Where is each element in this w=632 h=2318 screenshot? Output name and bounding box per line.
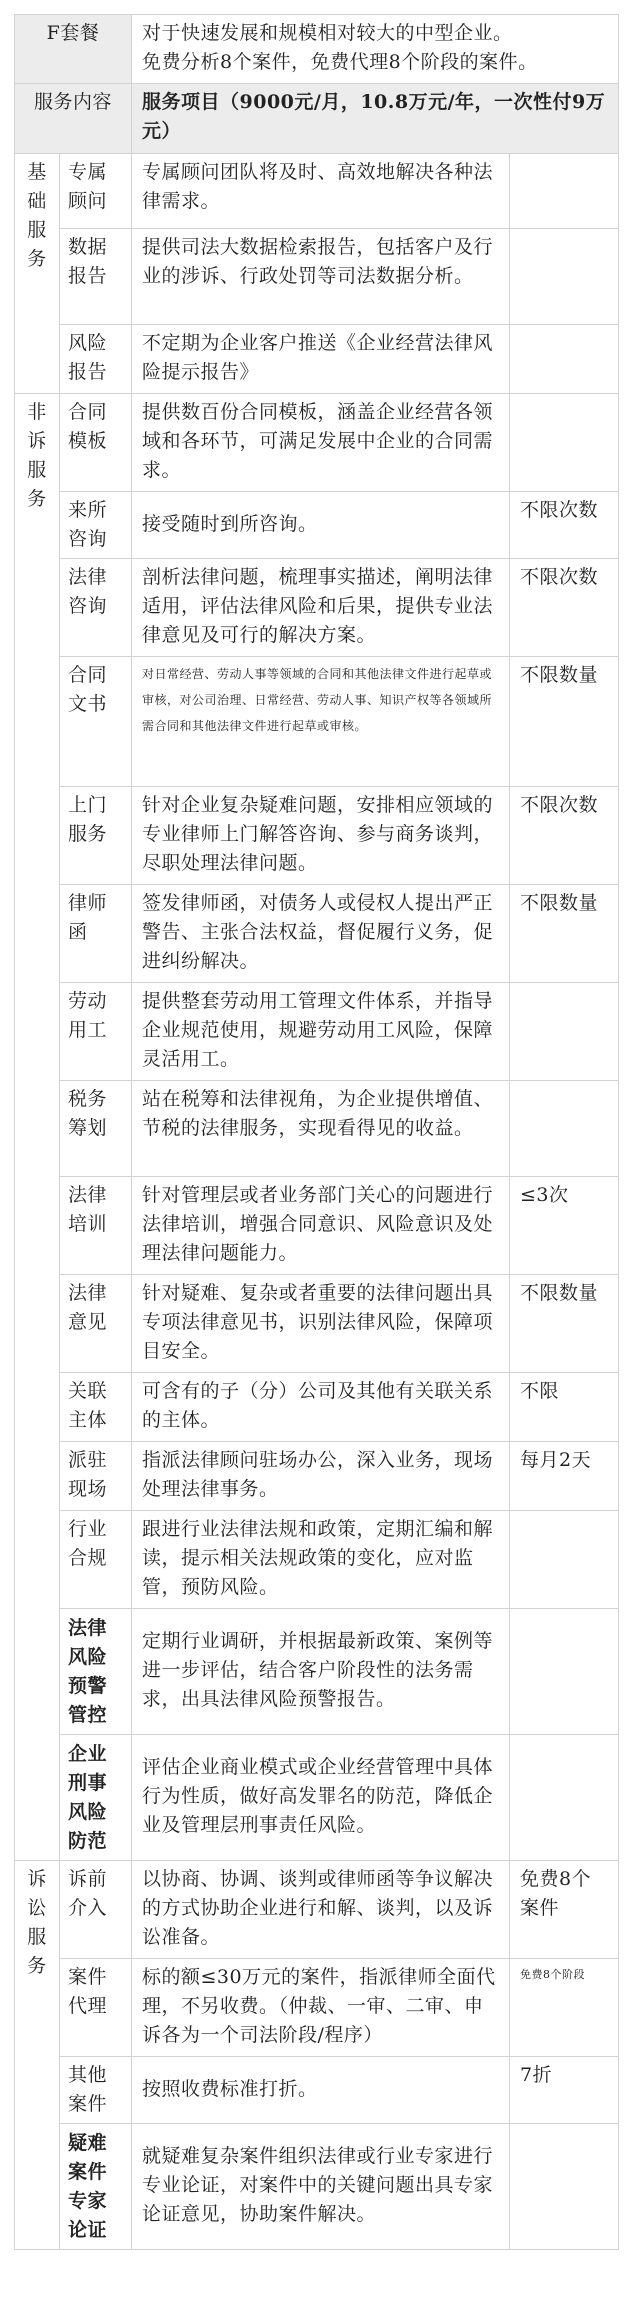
item-desc: 对日常经营、劳动人事等领域的合同和其他法律文件进行起草或审核，对公司治理、日常经营、劳动人事、知识产权等各领域所需合同和其他法律文件进行起草或审核。 bbox=[132, 657, 510, 787]
item-desc: 评估企业商业模式或企业经营管理中具体行为性质，做好高发罪名的防范，降低企业及管理层刑事责任风险。 bbox=[132, 1735, 510, 1861]
item-desc: 可含有的子（分）公司及其他有关联关系的主体。 bbox=[132, 1373, 510, 1442]
content-label: 服务内容 bbox=[15, 84, 132, 154]
table-row bbox=[15, 1275, 619, 1373]
table-row bbox=[15, 2124, 619, 2250]
item-limit bbox=[510, 1609, 619, 1735]
table-row bbox=[15, 394, 619, 492]
item-desc: 提供数百份合同模板，涵盖企业经营各领域和各环节，可满足发展中企业的合同需求。 bbox=[132, 394, 510, 492]
table-row bbox=[15, 1609, 619, 1735]
item-limit bbox=[510, 1735, 619, 1861]
item-desc: 专属顾问团队将及时、高效地解决各种法律需求。 bbox=[132, 154, 510, 229]
item-desc: 指派法律顾问驻场办公，深入业务，现场处理法律事务。 bbox=[132, 1442, 510, 1511]
item-name: 法律风险预警管控 bbox=[60, 1609, 132, 1735]
item-desc: 签发律师函，对债务人或侵权人提出严正警告、主张合法权益，督促履行义务，促进纠纷解决。 bbox=[132, 885, 510, 983]
item-limit bbox=[510, 1081, 619, 1177]
item-name: 合同模板 bbox=[60, 394, 132, 492]
item-desc: 针对管理层或者业务部门关心的问题进行法律培训，增强合同意识、风险意识及处理法律问题能力。 bbox=[132, 1177, 510, 1275]
item-name: 诉前介入 bbox=[60, 1861, 132, 1959]
item-name: 合同文书 bbox=[60, 657, 132, 787]
item-desc: 就疑难复杂案件组织法律或行业专家进行专业论证，对案件中的关键问题出具专家论证意见，协助案件解决。 bbox=[132, 2124, 510, 2250]
item-limit bbox=[510, 2124, 619, 2250]
table-row bbox=[15, 1442, 619, 1511]
item-name: 其他案件 bbox=[60, 2057, 132, 2124]
package-label: F套餐 bbox=[15, 15, 132, 84]
item-limit: 每月2天 bbox=[510, 1442, 619, 1511]
table-row bbox=[15, 559, 619, 657]
table-row bbox=[15, 1861, 619, 1959]
table-row bbox=[15, 2057, 619, 2124]
item-desc: 不定期为企业客户推送《企业经营法律风险提示报告》 bbox=[132, 325, 510, 394]
item-name: 派驻现场 bbox=[60, 1442, 132, 1511]
package-desc-line-1: 对于快速发展和规模相对较大的中型企业。 bbox=[142, 22, 513, 44]
item-limit: ≤3次 bbox=[510, 1177, 619, 1275]
content-items-header: 服务项目（9000元/月，10.8万元/年，一次性付9万元） bbox=[132, 84, 619, 154]
item-limit bbox=[510, 983, 619, 1081]
item-name: 疑难案件专家论证 bbox=[60, 2124, 132, 2250]
item-desc: 剖析法律问题，梳理事实描述，阐明法律适用，评估法律风险和后果，提供专业法律意见及可行的解决方案。 bbox=[132, 559, 510, 657]
item-name: 案件代理 bbox=[60, 1959, 132, 2057]
item-desc: 提供整套劳动用工管理文件体系，并指导企业规范使用，规避劳动用工风险，保障灵活用工。 bbox=[132, 983, 510, 1081]
item-desc: 以协商、协调、谈判或律师函等争议解决的方式协助企业进行和解、谈判，以及诉讼准备。 bbox=[132, 1861, 510, 1959]
table-row bbox=[15, 154, 619, 229]
item-limit bbox=[510, 1511, 619, 1609]
item-desc: 提供司法大数据检索报告，包括客户及行业的涉诉、行政处罚等司法数据分析。 bbox=[132, 229, 510, 325]
group-litigation: 诉讼服务 bbox=[15, 1861, 60, 2250]
table-row bbox=[15, 1177, 619, 1275]
service-package-table bbox=[14, 14, 619, 2250]
item-name: 税务筹划 bbox=[60, 1081, 132, 1177]
item-desc: 站在税筹和法律视角，为企业提供增值、节税的法律服务，实现看得见的收益。 bbox=[132, 1081, 510, 1177]
item-name: 法律培训 bbox=[60, 1177, 132, 1275]
table-row bbox=[15, 1373, 619, 1442]
item-name: 风险报告 bbox=[60, 325, 132, 394]
item-name: 律师函 bbox=[60, 885, 132, 983]
item-limit bbox=[510, 394, 619, 492]
item-name: 法律咨询 bbox=[60, 559, 132, 657]
item-limit: 7折 bbox=[510, 2057, 619, 2124]
table-row bbox=[15, 983, 619, 1081]
item-name: 企业刑事风险防范 bbox=[60, 1735, 132, 1861]
item-desc: 标的额≤30万元的案件，指派律师全面代理，不另收费。（仲裁、一审、二审、申诉各为一个司法阶段/程序） bbox=[132, 1959, 510, 2057]
item-name: 行业合规 bbox=[60, 1511, 132, 1609]
table-row bbox=[15, 229, 619, 325]
package-desc-line-2: 免费分析8个案件，免费代理8个阶段的案件。 bbox=[142, 51, 538, 73]
group-non-litigation: 非诉服务 bbox=[15, 394, 60, 1861]
table-row bbox=[15, 1735, 619, 1861]
table-row bbox=[15, 1081, 619, 1177]
content-header-row bbox=[15, 84, 619, 154]
item-limit: 免费8个案件 bbox=[510, 1861, 619, 1959]
item-name: 关联主体 bbox=[60, 1373, 132, 1442]
item-desc: 定期行业调研，并根据最新政策、案例等进一步评估，结合客户阶段性的法务需求，出具法律风险预警报告。 bbox=[132, 1609, 510, 1735]
item-desc: 按照收费标准打折。 bbox=[132, 2057, 510, 2124]
item-limit: 不限次数 bbox=[510, 559, 619, 657]
item-desc: 接受随时到所咨询。 bbox=[132, 492, 510, 559]
table-row bbox=[15, 1511, 619, 1609]
item-name: 专属顾问 bbox=[60, 154, 132, 229]
item-limit: 免费8个阶段 bbox=[510, 1959, 619, 2057]
table-row bbox=[15, 657, 619, 787]
item-limit: 不限数量 bbox=[510, 1275, 619, 1373]
package-row bbox=[15, 15, 619, 84]
package-description bbox=[132, 15, 619, 84]
table-row bbox=[15, 1959, 619, 2057]
item-limit: 不限 bbox=[510, 1373, 619, 1442]
table-row bbox=[15, 492, 619, 559]
table-row bbox=[15, 787, 619, 885]
item-limit: 不限数量 bbox=[510, 885, 619, 983]
item-name: 数据报告 bbox=[60, 229, 132, 325]
item-limit bbox=[510, 154, 619, 229]
group-basic: 基础服务 bbox=[15, 154, 60, 394]
item-desc: 跟进行业法律法规和政策，定期汇编和解读，提示相关法规政策的变化，应对监管，预防风险。 bbox=[132, 1511, 510, 1609]
item-desc: 针对疑难、复杂或者重要的法律问题出具专项法律意见书，识别法律风险，保障项目安全。 bbox=[132, 1275, 510, 1373]
item-name: 法律意见 bbox=[60, 1275, 132, 1373]
item-limit bbox=[510, 325, 619, 394]
item-limit: 不限次数 bbox=[510, 492, 619, 559]
table-row bbox=[15, 325, 619, 394]
table-row bbox=[15, 885, 619, 983]
item-limit: 不限次数 bbox=[510, 787, 619, 885]
item-desc: 针对企业复杂疑难问题，安排相应领域的专业律师上门解答咨询、参与商务谈判，尽职处理法律问题。 bbox=[132, 787, 510, 885]
item-limit bbox=[510, 229, 619, 325]
item-limit: 不限数量 bbox=[510, 657, 619, 787]
item-name: 上门服务 bbox=[60, 787, 132, 885]
item-name: 劳动用工 bbox=[60, 983, 132, 1081]
item-name: 来所咨询 bbox=[60, 492, 132, 559]
